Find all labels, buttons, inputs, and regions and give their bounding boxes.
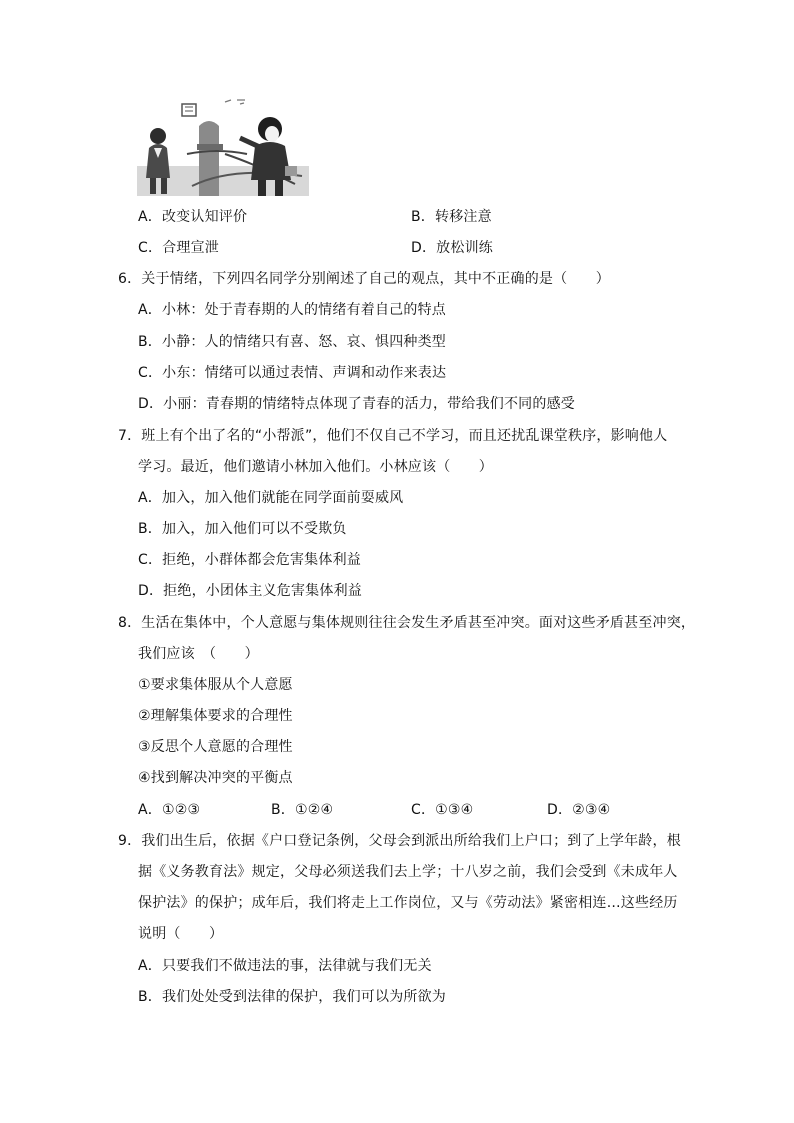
- q8-stem-line1: 8．生活在集体中，个人意愿与集体规则往往会发生矛盾甚至冲突。面对这些矛盾甚至冲突，: [118, 615, 696, 631]
- q5-option-b[interactable]: B．转移注意: [411, 209, 492, 225]
- q8-item-3: ③反思个人意愿的合理性: [138, 739, 293, 755]
- q7-stem-line1: 7．班上有个出了名的“小帮派”，他们不仅自己不学习，而且还扰乱课堂秩序，影响他人: [118, 428, 668, 444]
- q7-option-b[interactable]: B．加入，加入他们可以不受欺负: [138, 521, 347, 537]
- q8-item-4: ④找到解决冲突的平衡点: [138, 770, 293, 786]
- q5-option-a[interactable]: A．改变认知评价: [138, 209, 248, 225]
- q6-option-a[interactable]: A．小林：处于青春期的人的情绪有着自己的特点: [138, 302, 446, 318]
- q6-option-b[interactable]: B．小静：人的情绪只有喜、怒、哀、惧四种类型: [138, 334, 447, 350]
- q8-option-c[interactable]: C．①③④: [411, 802, 474, 818]
- q8-option-b[interactable]: B．①②④: [271, 802, 334, 818]
- q6-stem: 6．关于情绪，下列四名同学分别阐述了自己的观点，其中不正确的是（ ）: [118, 271, 610, 287]
- question-illustration: [137, 96, 309, 196]
- q9-option-a[interactable]: A．只要我们不做违法的事，法律就与我们无关: [138, 958, 432, 974]
- q8-stem-line2: 我们应该 （ ）: [138, 646, 259, 662]
- q9-option-b[interactable]: B．我们处处受到法律的保护，我们可以为所欲为: [138, 989, 447, 1005]
- q7-option-a[interactable]: A．加入，加入他们就能在同学面前耍威风: [138, 490, 404, 506]
- q7-option-d[interactable]: D．拒绝，小团体主义危害集体利益: [138, 583, 362, 599]
- q9-stem-line3: 保护法》的保护；成年后，我们将走上工作岗位，又与《劳动法》紧密相连…这些经历: [138, 895, 678, 911]
- q8-item-1: ①要求集体服从个人意愿: [138, 677, 293, 693]
- q8-option-d[interactable]: D．②③④: [547, 802, 611, 818]
- q8-option-a[interactable]: A．①②③: [138, 802, 201, 818]
- q9-stem-line2: 据《义务教育法》规定，父母必须送我们去上学；十八岁之前，我们会受到《未成年人: [138, 864, 678, 880]
- q6-option-c[interactable]: C．小东：情绪可以通过表情、声调和动作来表达: [138, 365, 447, 381]
- q7-stem-line2: 学习。最近，他们邀请小林加入他们。小林应该（ ）: [138, 459, 493, 475]
- q9-stem-line1: 9．我们出生后，依据《户口登记条例，父母会到派出所给我们上户口；到了上学年龄，根: [118, 833, 681, 849]
- q9-stem-line4: 说明（ ）: [138, 926, 224, 942]
- q7-option-c[interactable]: C．拒绝，小群体都会危害集体利益: [138, 552, 361, 568]
- q8-item-2: ②理解集体要求的合理性: [138, 708, 293, 724]
- q5-option-d[interactable]: D．放松训练: [411, 240, 493, 256]
- q6-option-d[interactable]: D．小丽：青春期的情绪特点体现了青春的活力，带给我们不同的感受: [138, 396, 575, 412]
- q5-option-c[interactable]: C．合理宣泄: [138, 240, 219, 256]
